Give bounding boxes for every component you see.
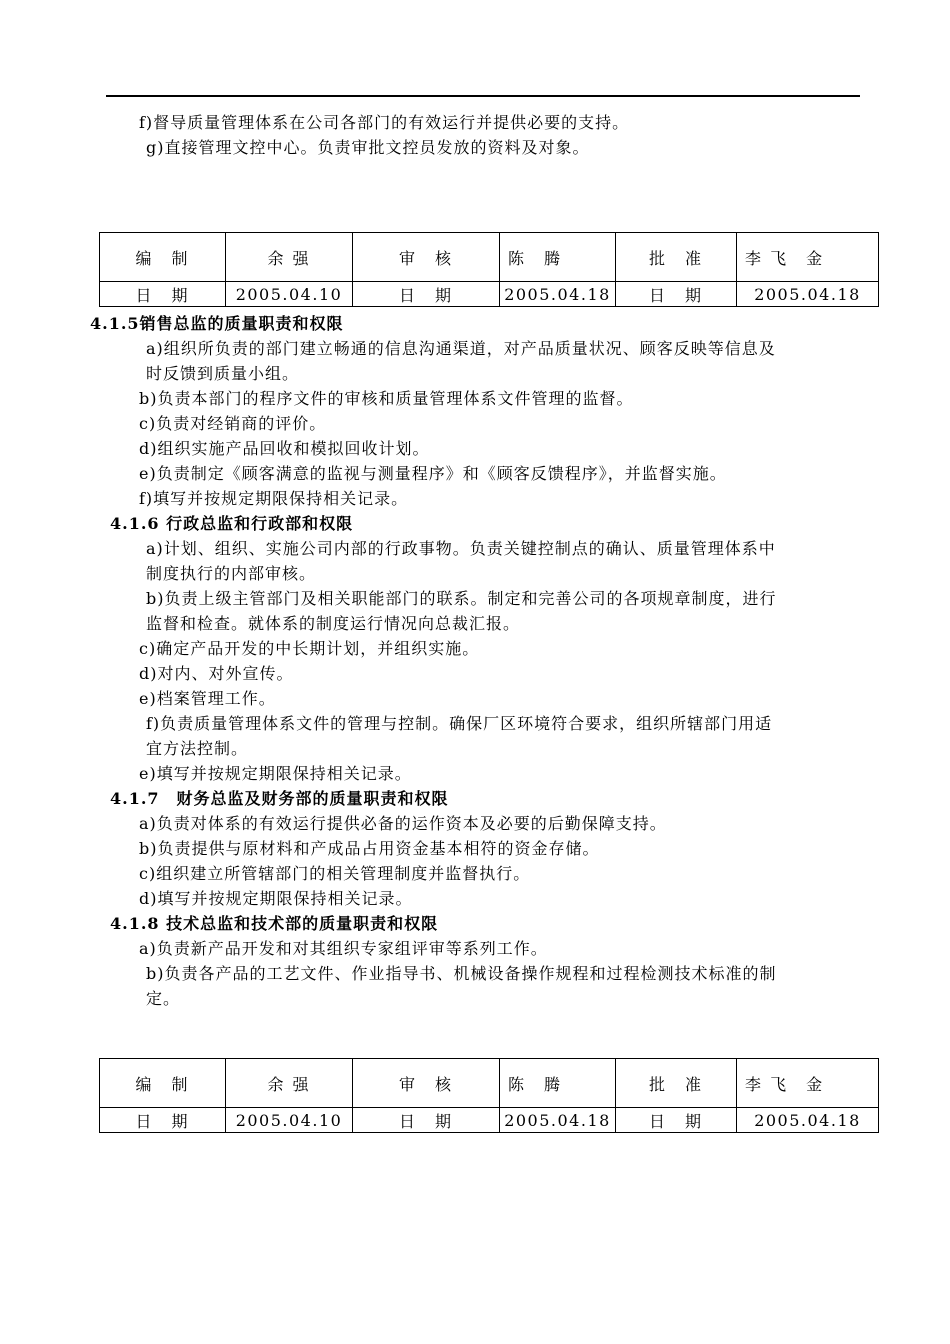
header-rule — [106, 95, 860, 97]
approve-label: 批 准 — [616, 1059, 737, 1108]
list-item: e)填写并按规定期限保持相关记录。 — [139, 764, 412, 783]
list-item: d)对内、对外宣传。 — [139, 664, 294, 683]
intro-item-g: g)直接管理文控中心。负责审批文控员发放的资料及对象。 — [146, 138, 590, 157]
compile-date: 2005.04.10 — [226, 1108, 353, 1133]
list-item: c)确定产品开发的中长期计划，并组织实施。 — [139, 639, 480, 658]
date-label: 日 期 — [353, 1108, 500, 1133]
section-4-1-5-title: 4.1.5销售总监的质量职责和权限 — [90, 314, 344, 333]
review-label: 审 核 — [353, 1059, 500, 1108]
date-label: 日 期 — [353, 282, 500, 307]
list-item: a)计划、组织、实施公司内部的行政事物。负责关键控制点的确认、质量管理体系中 — [146, 539, 776, 558]
section-4-1-7-title: 4.1.7 财务总监及财务部的质量职责和权限 — [110, 789, 449, 808]
compile-label: 编 制 — [100, 233, 226, 282]
section-4-1-6-title: 4.1.6 行政总监和行政部和权限 — [110, 514, 354, 533]
review-date: 2005.04.18 — [500, 282, 616, 307]
reviewer-name: 陈 腾 — [500, 233, 616, 282]
list-item: e)档案管理工作。 — [139, 689, 276, 708]
compiler-name: 余 强 — [226, 233, 353, 282]
approve-label: 批 准 — [616, 233, 737, 282]
list-item: a)负责对体系的有效运行提供必备的运作资本及必要的后勤保障支持。 — [139, 814, 667, 833]
compile-label: 编 制 — [100, 1059, 226, 1108]
list-item: f)负责质量管理体系文件的管理与控制。确保厂区环境符合要求，组织所辖部门用适 — [146, 714, 773, 733]
approver-name: 李 飞 金 — [737, 233, 879, 282]
list-item: e)负责制定《顾客满意的监视与测量程序》和《顾客反馈程序》，并监督实施。 — [139, 464, 727, 483]
signoff-table-1 — [99, 232, 879, 307]
intro-item-f: f)督导质量管理体系在公司各部门的有效运行并提供必要的支持。 — [139, 113, 630, 132]
list-item: 定。 — [146, 989, 181, 1008]
list-item: f)填写并按规定期限保持相关记录。 — [139, 489, 409, 508]
review-label: 审 核 — [353, 233, 500, 282]
list-item: b)负责本部门的程序文件的审核和质量管理体系文件管理的监督。 — [139, 389, 634, 408]
signoff-table-2 — [99, 1058, 879, 1133]
list-item: b)负责上级主管部门及相关职能部门的联系。制定和完善公司的各项规章制度，进行 — [146, 589, 777, 608]
section-4-1-8-title: 4.1.8 技术总监和技术部的质量职责和权限 — [110, 914, 439, 933]
list-item: c)组织建立所管辖部门的相关管理制度并监督执行。 — [139, 864, 531, 883]
list-item: 制度执行的内部审核。 — [146, 564, 317, 583]
review-date: 2005.04.18 — [500, 1108, 616, 1133]
list-item: 监督和检查。就体系的制度运行情况向总裁汇报。 — [146, 614, 521, 633]
approve-date: 2005.04.18 — [737, 282, 879, 307]
list-item: a)组织所负责的部门建立畅通的信息沟通渠道，对产品质量状况、顾客反映等信息及 — [146, 339, 776, 358]
list-item: d)填写并按规定期限保持相关记录。 — [139, 889, 413, 908]
reviewer-name: 陈 腾 — [500, 1059, 616, 1108]
compiler-name: 余 强 — [226, 1059, 353, 1108]
compile-date: 2005.04.10 — [226, 282, 353, 307]
date-label: 日 期 — [100, 282, 226, 307]
list-item: c)负责对经销商的评价。 — [139, 414, 327, 433]
list-item: a)负责新产品开发和对其组织专家组评审等系列工作。 — [139, 939, 548, 958]
list-item: 宜方法控制。 — [146, 739, 249, 758]
date-label: 日 期 — [616, 282, 737, 307]
list-item: d)组织实施产品回收和模拟回收计划。 — [139, 439, 430, 458]
list-item: b)负责各产品的工艺文件、作业指导书、机械设备操作规程和过程检测技术标准的制 — [146, 964, 777, 983]
list-item: 时反馈到质量小组。 — [146, 364, 300, 383]
approve-date: 2005.04.18 — [737, 1108, 879, 1133]
date-label: 日 期 — [100, 1108, 226, 1133]
approver-name: 李 飞 金 — [737, 1059, 879, 1108]
list-item: b)负责提供与原材料和产成品占用资金基本相符的资金存储。 — [139, 839, 600, 858]
date-label: 日 期 — [616, 1108, 737, 1133]
